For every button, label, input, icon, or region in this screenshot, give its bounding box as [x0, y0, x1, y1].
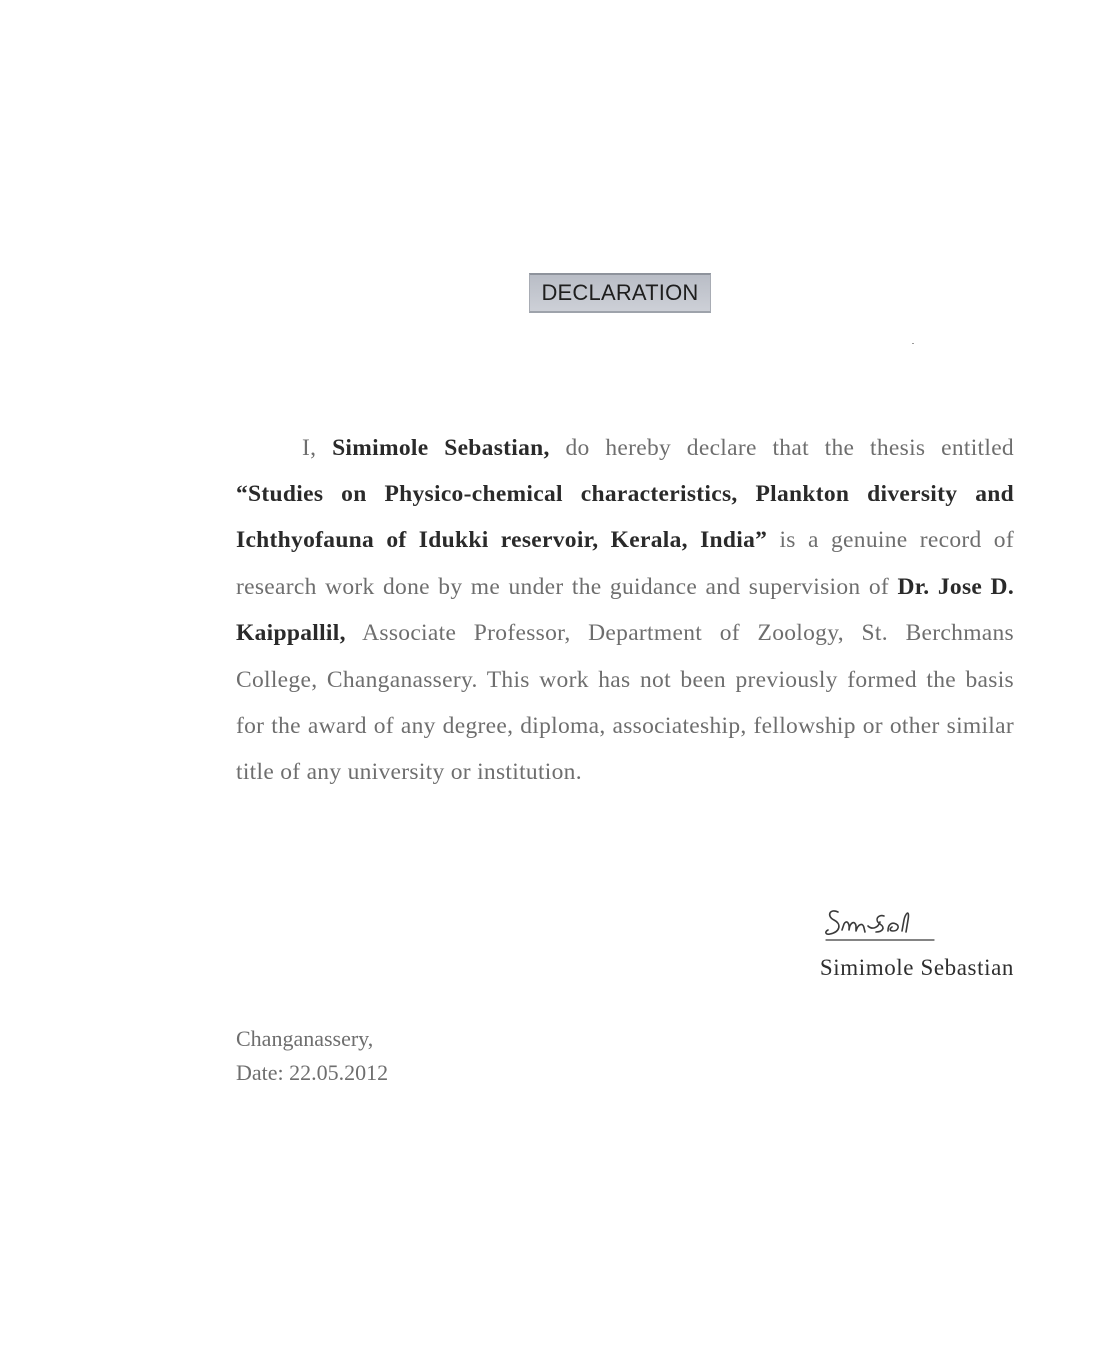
declaration-text-3: Associate Professor, Department of Zoology, St. Berchmans College, Changanassery. This work has not been previously formed the basis for the award of any degree, diploma, associateship, fellowship or other similar title of any university or institution. — [236, 620, 1014, 786]
place-and-date — [236, 1022, 388, 1090]
handwritten-signature — [822, 900, 942, 946]
place: Changanassery, — [236, 1026, 374, 1051]
intro-text: I, — [302, 434, 317, 461]
declaration-text-2: is a genuine record of research work done by me under the guidance and supervision of — [236, 527, 1014, 600]
thesis-title: “Studies on Physico-chemical characteristics, Plankton diversity and Ichthyofauna of Idukki reservoir, Kerala, India” — [236, 480, 1014, 554]
declaration-text-1: do hereby declare that the thesis entitled — [565, 434, 1014, 461]
declaration-paragraph — [236, 425, 1014, 796]
date: Date: 22.05.2012 — [236, 1060, 389, 1085]
heading-box — [529, 273, 711, 313]
author-name: Simimole Sebastian, — [332, 434, 550, 461]
supervisor-name: Dr. Jose D. Kaippallil, — [236, 573, 1015, 647]
scan-speck — [912, 343, 914, 344]
page-title: DECLARATION — [541, 280, 699, 305]
signatory-name: Simimole Sebastian — [819, 955, 1014, 980]
